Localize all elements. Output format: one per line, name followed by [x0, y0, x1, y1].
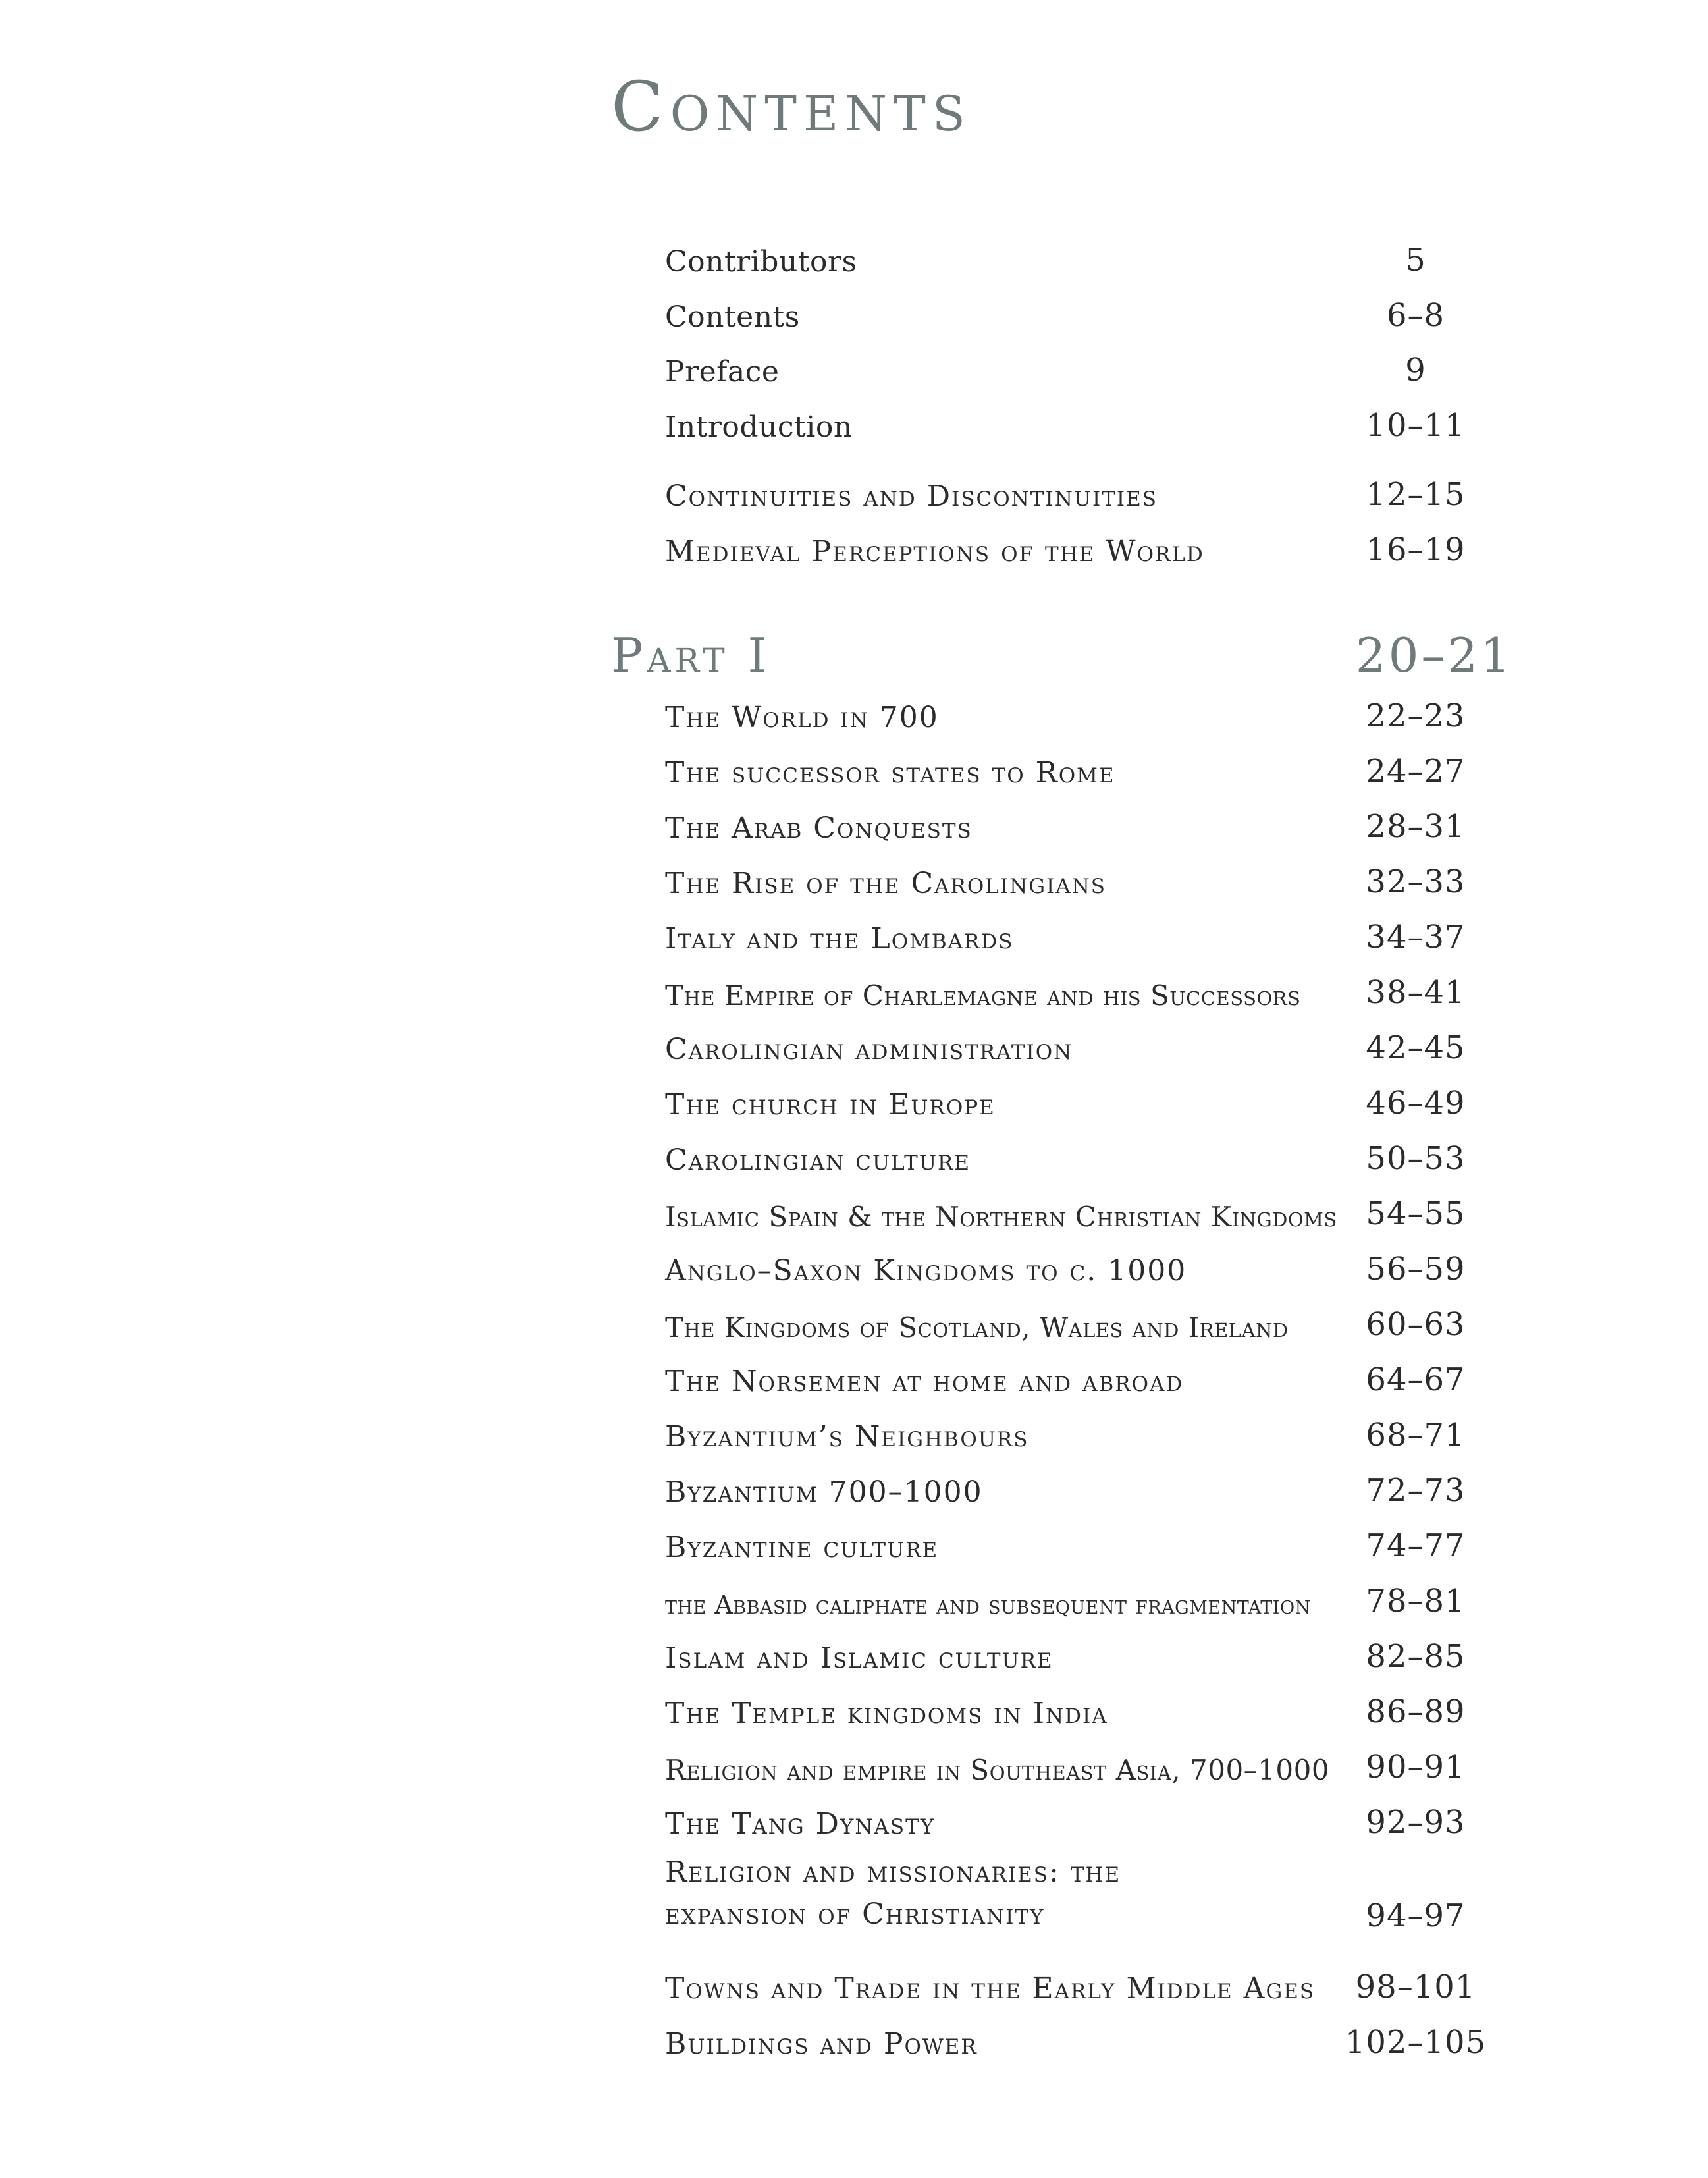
toc-entry-pages: 9 [1405, 352, 1426, 389]
toc-entry[interactable] [665, 1464, 1488, 1510]
toc-entry[interactable] [665, 1409, 1488, 1455]
toc-entry-pages: 10–11 [1366, 407, 1466, 445]
toc-entry-label: Islamic Spain & the Northern Christian Kingdoms [665, 1200, 1337, 1233]
toc-entry[interactable] [665, 524, 1488, 570]
page-title: Contents [611, 67, 972, 147]
toc-entry-pages: 42–45 [1366, 1029, 1466, 1067]
toc-entry-label: The successor states to Rome [665, 756, 1115, 790]
toc-entry[interactable] [665, 234, 1488, 280]
toc-entry[interactable] [665, 856, 1488, 902]
toc-entry-pages: 5 [1405, 242, 1426, 279]
toc-entry[interactable] [665, 911, 1488, 957]
toc-entry-pages: 28–31 [1366, 808, 1466, 846]
toc-entry-pages: 56–59 [1366, 1251, 1466, 1288]
toc-entry-label: Islam and Islamic culture [665, 1641, 1054, 1675]
toc-entry[interactable] [665, 745, 1488, 791]
toc-entry-label: Preface [665, 355, 780, 389]
toc-entry-pages: 92–93 [1366, 1804, 1466, 1841]
toc-entry[interactable] [665, 1077, 1488, 1123]
toc-entry[interactable] [665, 966, 1488, 1012]
toc-entry[interactable] [665, 1519, 1488, 1565]
toc-entry-label: The Tang Dynasty [665, 1807, 936, 1841]
toc-entry[interactable] [665, 289, 1488, 335]
toc-entry-label: Medieval Perceptions of the World [665, 535, 1204, 569]
toc-entry-label: Buildings and Power [665, 2027, 978, 2061]
toc-entry-pages: 72–73 [1366, 1472, 1466, 1510]
toc-entry-label: the Abbasid caliphate and subsequent fragmentation [665, 1591, 1311, 1620]
toc-entry-label: Carolingian culture [665, 1143, 971, 1178]
toc-entry-pages: 64–67 [1366, 1361, 1466, 1399]
toc-entry-label: Contents [665, 300, 800, 335]
toc-entry[interactable] [665, 1187, 1488, 1234]
toc-entry-pages: 16–19 [1366, 531, 1466, 569]
toc-entry-pages: 98–101 [1355, 1969, 1476, 2006]
toc-entry[interactable] [665, 800, 1488, 846]
toc-entry[interactable] [665, 399, 1488, 445]
toc-entry[interactable] [665, 344, 1488, 390]
toc-entry[interactable] [665, 1630, 1488, 1676]
toc-entry-pages: 12–15 [1366, 476, 1466, 514]
toc-entry-label: Religion and empire in Southeast Asia, 700–1000 [665, 1753, 1330, 1786]
toc-entry-label: Byzantium’s Neighbours [665, 1420, 1029, 1454]
toc-entry-label: Byzantium 700–1000 [665, 1475, 983, 1510]
toc-entry-pages: 68–71 [1366, 1417, 1466, 1454]
toc-entry-pages: 54–55 [1366, 1195, 1466, 1233]
toc-entry-pages: 24–27 [1366, 753, 1466, 790]
toc-entry-label: Towns and Trade in the Early Middle Ages [665, 1972, 1316, 2006]
toc-entry-label: The Rise of the Carolingians [665, 867, 1106, 901]
toc-entry-label: Byzantine culture [665, 1531, 939, 1565]
toc-entry-label: Continuities and Discontinuities [665, 479, 1158, 514]
part-heading[interactable] [611, 622, 1513, 682]
toc-entry-label: Carolingian administration [665, 1033, 1073, 1067]
toc-entry-label: The Empire of Charlemagne and his Successors [665, 979, 1301, 1012]
toc-entry-pages: 46–49 [1366, 1085, 1466, 1122]
toc-entry-label: Anglo–Saxon Kingdoms to c. 1000 [665, 1254, 1187, 1288]
toc-entry-label: The Norsemen at home and abroad [665, 1365, 1184, 1399]
toc-entry-label: The Kingdoms of Scotland, Wales and Ireland [665, 1311, 1289, 1344]
toc-entry-label: Introduction [665, 410, 853, 445]
toc-entry-pages: 22–23 [1366, 697, 1466, 735]
toc-entry[interactable] [665, 1575, 1488, 1621]
toc-entry[interactable] [665, 1132, 1488, 1178]
toc-entry-pages: 102–105 [1345, 2024, 1487, 2061]
toc-entry[interactable] [665, 1021, 1488, 1068]
toc-entry-pages: 34–37 [1366, 919, 1466, 956]
toc-entry-label: Religion and missionaries: the expansion of Christianity [665, 1855, 1121, 1931]
toc-entry-label: The World in 700 [665, 701, 939, 735]
toc-entry[interactable] [665, 1685, 1488, 1731]
toc-entry[interactable] [665, 2016, 1488, 2062]
toc-entry-pages: 74–77 [1366, 1527, 1466, 1565]
toc-entry[interactable] [665, 1298, 1488, 1344]
toc-entry[interactable] [665, 1850, 1488, 1936]
toc-entry-label: Italy and the Lombards [665, 922, 1014, 956]
toc-entry-label: The Temple kingdoms in India [665, 1697, 1108, 1731]
part-pages: 20–21 [1355, 627, 1513, 683]
part-label: Part I [611, 627, 770, 683]
toc-entry[interactable] [665, 690, 1488, 736]
toc-entry-pages: 38–41 [1366, 974, 1466, 1012]
toc-entry[interactable] [665, 1961, 1488, 2007]
toc-entry[interactable] [665, 1741, 1488, 1787]
toc-entry-label: The Arab Conquests [665, 811, 973, 846]
toc-entry-pages: 32–33 [1366, 863, 1466, 901]
toc-entry[interactable] [665, 468, 1488, 514]
toc-entry-pages: 90–91 [1366, 1749, 1466, 1786]
toc-entry-pages: 86–89 [1366, 1693, 1466, 1731]
toc-entry-pages: 50–53 [1366, 1140, 1466, 1178]
toc-entry[interactable] [665, 1353, 1488, 1400]
toc-entry[interactable] [665, 1243, 1488, 1289]
toc-entry-label: The church in Europe [665, 1088, 996, 1122]
toc-entry-label: Contributors [665, 245, 857, 279]
toc-entry-pages: 94–97 [1366, 1897, 1466, 1935]
toc-entry-pages: 82–85 [1366, 1638, 1466, 1675]
toc-entry-pages: 78–81 [1366, 1583, 1466, 1620]
toc-entry[interactable] [665, 1796, 1488, 1842]
toc-entry-pages: 6–8 [1386, 297, 1445, 335]
toc-entry-pages: 60–63 [1366, 1306, 1466, 1344]
